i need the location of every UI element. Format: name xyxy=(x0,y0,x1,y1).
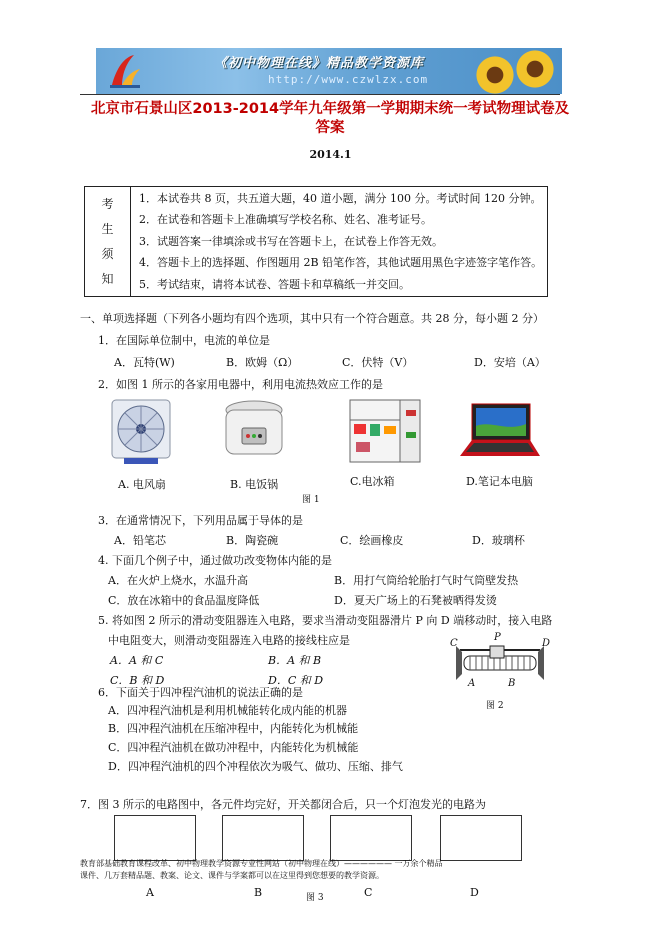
q2-option-c[interactable]: C.电冰箱 xyxy=(350,475,395,488)
label-a: A xyxy=(468,678,476,689)
exam-date: 2014.1 xyxy=(309,148,352,161)
banner-url[interactable]: http://www.czwlzx.com xyxy=(268,73,429,86)
notice-items xyxy=(131,187,548,297)
notice-label: 考 生 须 知 xyxy=(85,187,131,297)
q5-option-d[interactable]: D．C 和 D xyxy=(268,674,324,687)
q7-option-b[interactable]: B xyxy=(254,886,263,899)
q1-option-b[interactable]: B．欧姆（Ω） xyxy=(226,356,299,369)
question-1: 1．在国际单位制中，电流的单位是 xyxy=(98,334,270,347)
circuit-b xyxy=(222,815,304,861)
q2-option-b[interactable]: B. 电饭锅 xyxy=(230,478,279,491)
notice-item: 5．考试结束，请将本试卷、答题卡和草稿纸一并交回。 xyxy=(139,277,410,291)
q4-option-a[interactable]: A．在火炉上烧水，水温升高 xyxy=(108,574,248,587)
notice-item: 4．答题卡上的选择题、作图题用 2B 铅笔作答，其他试题用黑色字迹签字笔作答。 xyxy=(139,256,543,270)
notice-box xyxy=(84,186,548,297)
figure-1-caption: 图 1 xyxy=(302,495,320,505)
q1-option-d[interactable]: D．安培（A） xyxy=(474,356,546,369)
q1-option-a[interactable]: A．瓦特(W) xyxy=(114,356,175,369)
q7-option-a[interactable]: A xyxy=(146,886,154,899)
question-7: 7．图 3 所示的电路图中，各元件均完好，开关都闭合后，只一个灯泡发光的电路为 xyxy=(80,798,486,811)
q3-option-c[interactable]: C．绘画橡皮 xyxy=(340,534,404,547)
q5-option-c[interactable]: C．B 和 D xyxy=(110,674,165,687)
q2-option-d[interactable]: D.笔记本电脑 xyxy=(466,475,533,488)
notice-item: 1．本试卷共 8 页，共五道大题，40 道小题，满分 100 分。考试时间 120 分钟。 xyxy=(139,191,542,205)
rheostat-icon xyxy=(450,636,550,691)
q6-option-d[interactable]: D．四冲程汽油机的四个冲程依次为吸气、做功、压缩、排气 xyxy=(108,760,403,773)
question-4: 4. 下面几个例子中，通过做功改变物体内能的是 xyxy=(98,554,332,567)
q2-option-a[interactable]: A. 电风扇 xyxy=(118,478,166,491)
page-title: 北京市石景山区2013-2014学年九年级第一学期期末统一考试物理试卷及 答案 xyxy=(90,101,570,136)
notice-item: 2．在试卷和答题卡上准确填写学校名称、姓名、准考证号。 xyxy=(139,213,432,227)
q6-option-a[interactable]: A．四冲程汽油机是利用机械能转化成内能的机器 xyxy=(108,704,347,717)
circuit-a xyxy=(114,815,196,861)
q4-option-c[interactable]: C．放在冰箱中的食品温度降低 xyxy=(108,594,260,607)
circuit-d xyxy=(440,815,522,861)
laptop-icon xyxy=(456,402,540,460)
header-banner xyxy=(96,48,562,94)
refrigerator-icon xyxy=(346,398,422,464)
question-6: 6．下面关于四冲程汽油机的说法正确的是 xyxy=(98,686,303,699)
q6-option-c[interactable]: C．四冲程汽油机在做功冲程中，内能转化为机械能 xyxy=(108,741,359,754)
header-rule xyxy=(80,94,560,95)
q5-option-b[interactable]: B．A 和 B xyxy=(268,654,322,667)
banner-title: 《初中物理在线》精品教学资源库 xyxy=(214,56,425,71)
q4-option-b[interactable]: B．用打气筒给轮胎打气时气筒壁发热 xyxy=(334,574,519,587)
section-heading: 一、单项选择题（下列各小题均有四个选项，其中只有一个符合题意。共 28 分，每小题 2 分） xyxy=(80,312,544,325)
q3-option-b[interactable]: B．陶瓷碗 xyxy=(226,534,279,547)
q6-option-b[interactable]: B．四冲程汽油机在压缩冲程中，内能转化为机械能 xyxy=(108,722,359,735)
notice-item: 3．试题答案一律填涂或书写在答题卡上，在试卷上作答无效。 xyxy=(139,234,443,248)
q7-option-d[interactable]: D xyxy=(470,886,479,899)
label-c: C xyxy=(450,638,458,649)
question-2: 2．如图 1 所示的各家用电器中，利用电流热效应工作的是 xyxy=(98,378,383,391)
sunflower-icon xyxy=(476,56,514,94)
label-p: P xyxy=(494,632,501,643)
logo-icon xyxy=(104,51,144,91)
label-b: B xyxy=(508,678,516,689)
figure-3-caption: 图 3 xyxy=(306,893,324,903)
q3-option-d[interactable]: D．玻璃杯 xyxy=(472,534,525,547)
figure-2-caption: 图 2 xyxy=(486,701,504,711)
q7-option-c[interactable]: C xyxy=(364,886,373,899)
rheostat-figure xyxy=(450,632,551,691)
question-5: 5. 将如图 2 所示的滑动变阻器连入电路，要求当滑动变阻器滑片 P 向 D 端移动时，接入电路 xyxy=(98,614,553,627)
question-5-cont: 中电阻变大，则滑动变阻器连入电路的接线柱应是 xyxy=(108,634,350,647)
q3-option-a[interactable]: A．铅笔芯 xyxy=(114,534,166,547)
q4-option-d[interactable]: D．夏天广场上的石凳被晒得发烫 xyxy=(334,594,497,607)
q1-option-c[interactable]: C．伏特（V） xyxy=(342,356,414,369)
question-3: 3．在通常情况下，下列用品属于导体的是 xyxy=(98,514,303,527)
circuit-c xyxy=(330,815,412,861)
electric-fan-icon xyxy=(110,398,174,468)
footer-text: 教育部基础教育课程改革、初中物理教学资源专业性网站（初中物理在线）—————— 一万余个精品 课件、几万套精品题、教案、论文、课件与学案都可以在这里得到您想要的教学资源。 xyxy=(80,859,443,880)
rice-cooker-icon xyxy=(220,398,288,464)
q5-option-a[interactable]: A．A 和 C xyxy=(110,654,164,667)
label-d: D xyxy=(542,638,551,649)
sunflower-icon xyxy=(516,50,554,88)
